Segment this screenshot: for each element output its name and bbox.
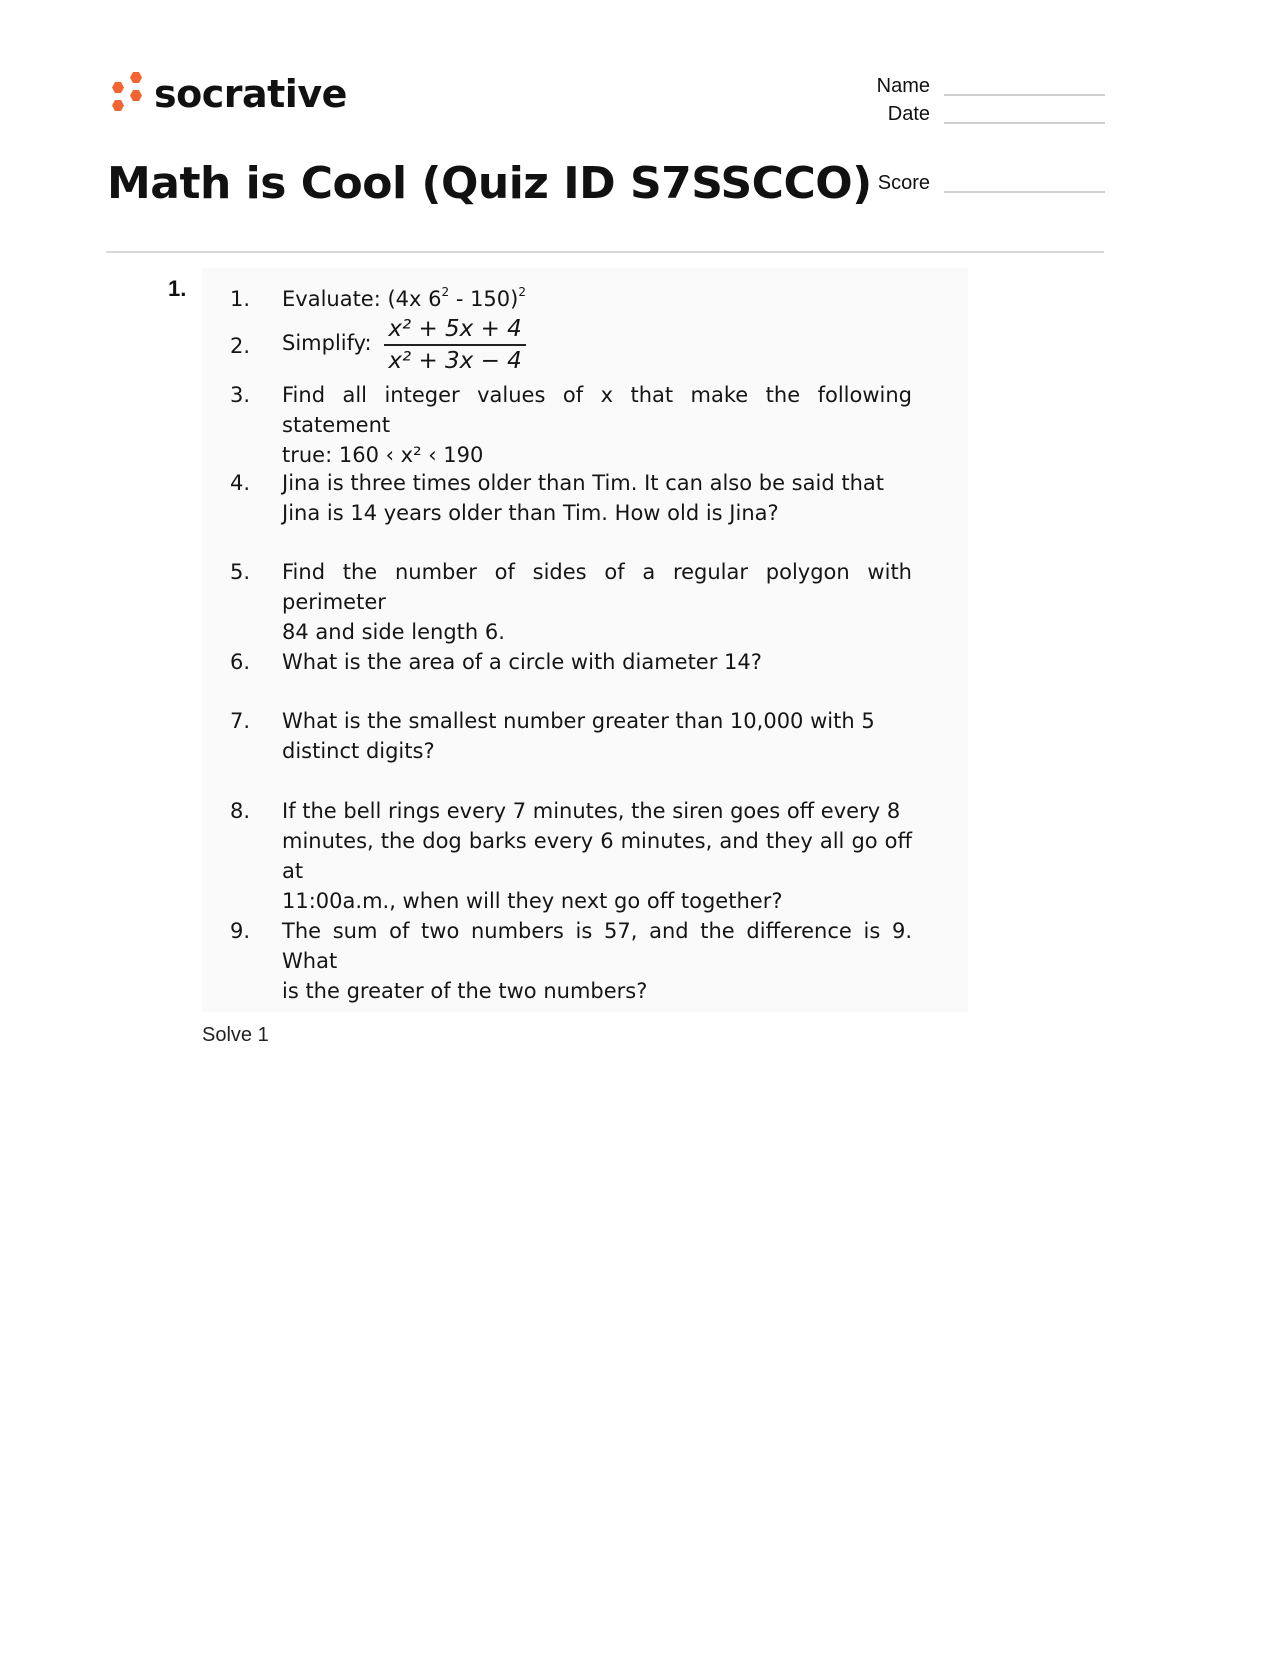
score-label: Score	[877, 172, 930, 194]
question-number: 1.	[168, 276, 187, 301]
item-text	[282, 284, 912, 314]
item-text	[282, 314, 912, 376]
name-input-line[interactable]	[944, 94, 1105, 96]
item-line: What is the smallest number greater than 10,000 with 5	[282, 709, 875, 733]
item-number: 3.	[230, 383, 251, 407]
item-line: The sum of two numbers is 57, and the difference is 9. What	[282, 919, 912, 973]
item-line: true: 160 ‹ x² ‹ 190	[282, 443, 484, 467]
socrative-logo	[106, 69, 347, 119]
hexagon-cluster-icon	[106, 70, 146, 118]
fraction-numerator: x² + 5x + 4	[384, 314, 526, 346]
item-line: is the greater of the two numbers?	[282, 979, 648, 1003]
date-field[interactable]	[860, 100, 1105, 128]
item-number: 4.	[230, 471, 251, 495]
item-line: minutes, the dog barks every 6 minutes, and they all go off at	[282, 829, 912, 883]
item-number: 6.	[230, 650, 251, 674]
item-line: If the bell rings every 7 minutes, the siren goes off every 8	[282, 799, 901, 823]
item-text	[282, 380, 912, 470]
fraction-denominator: x² + 3x − 4	[388, 348, 522, 374]
item-number: 7.	[230, 709, 251, 733]
item-text-part: Evaluate: (4x 6	[282, 287, 442, 311]
name-label: Name	[876, 75, 930, 97]
item-line: 84 and side length 6.	[282, 620, 505, 644]
item-line: Find the number of sides of a regular polygon with perimeter	[282, 560, 912, 614]
item-text	[282, 796, 912, 916]
score-field[interactable]	[860, 169, 1105, 197]
simplify-label: Simplify:	[282, 331, 372, 355]
item-number: 1.	[230, 287, 251, 311]
item-text-part: - 150)	[449, 287, 519, 311]
exponent: 2	[441, 285, 450, 299]
item-text	[282, 557, 912, 647]
name-field[interactable]	[860, 72, 1105, 100]
item-line: Jina is 14 years older than Tim. How old is Jina?	[282, 501, 779, 525]
item-line: distinct digits?	[282, 739, 435, 763]
item-text: What is the area of a circle with diameter 14?	[282, 650, 762, 674]
item-number: 8.	[230, 799, 251, 823]
question-prompt: Solve 1	[202, 1024, 269, 1046]
exponent: 2	[518, 285, 526, 299]
item-text	[282, 916, 912, 1006]
item-number: 9.	[230, 919, 251, 943]
item-text	[282, 706, 912, 766]
header-divider	[106, 251, 1104, 253]
item-line: Jina is three times older than Tim. It can also be said that	[282, 471, 884, 495]
item-number: 5.	[230, 560, 251, 584]
date-input-line[interactable]	[944, 122, 1105, 124]
brand-name: socrative	[154, 72, 347, 116]
page-title: Math is Cool (Quiz ID S7SSCCO)	[107, 158, 872, 209]
item-text	[282, 468, 912, 528]
item-line: Find all integer values of x that make the following statement	[282, 383, 912, 437]
score-input-line[interactable]	[944, 191, 1105, 193]
item-line: 11:00a.m., when will they next go off together?	[282, 889, 783, 913]
question-image	[202, 268, 968, 1012]
item-number: 2.	[230, 334, 251, 358]
fraction	[384, 314, 526, 376]
date-label: Date	[887, 103, 930, 125]
